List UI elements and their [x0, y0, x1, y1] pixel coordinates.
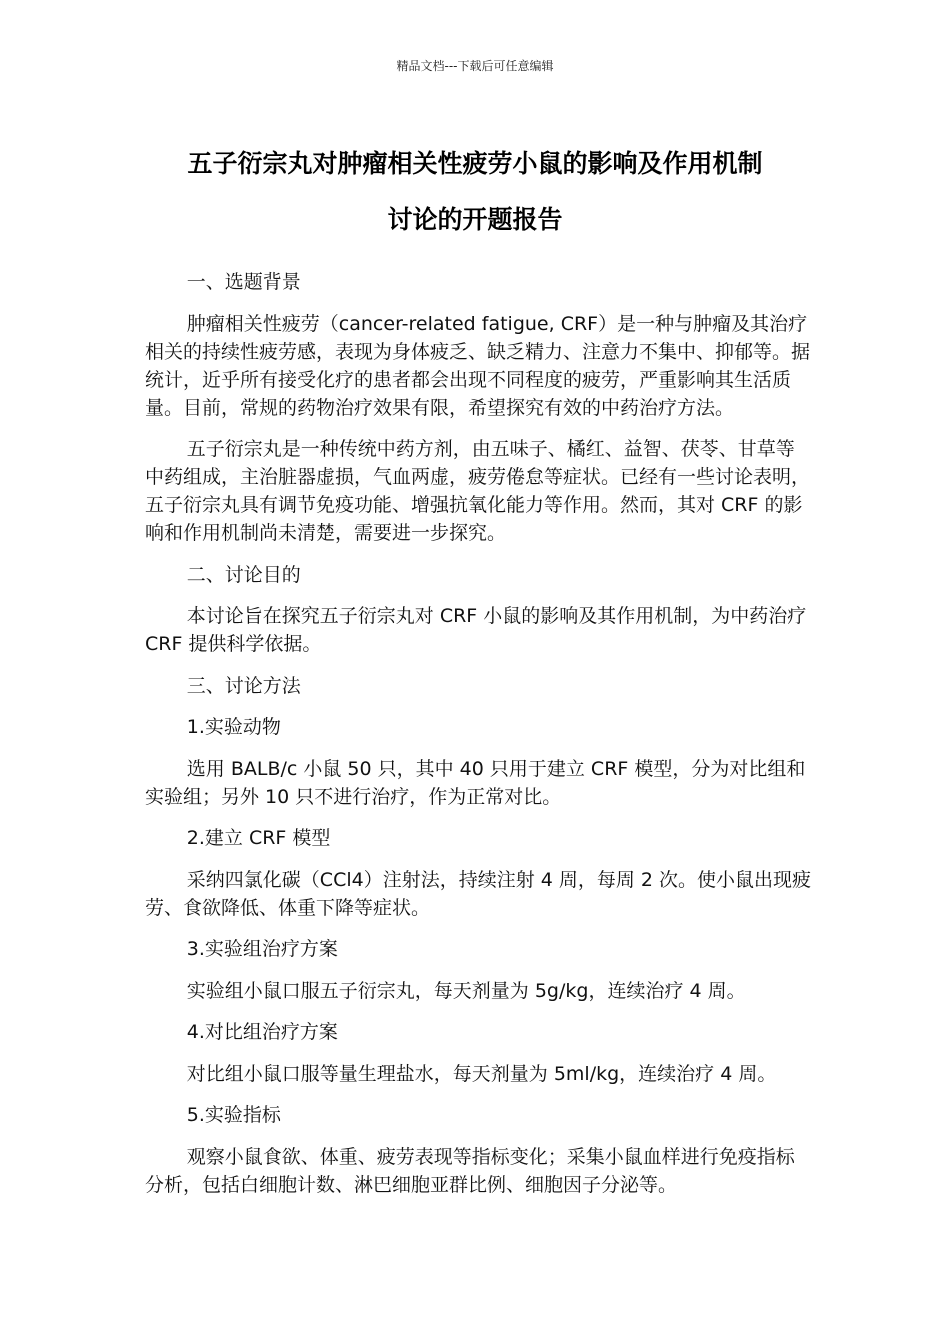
- document-body: [145, 268, 813, 1212]
- subheading-control-plan: 4.对比组治疗方案: [186, 1021, 338, 1043]
- paragraph-experiment-plan: 实验组小鼠口服五子衍宗丸，每天剂量为 5g/kg，连续治疗 4 周。: [186, 979, 746, 1002]
- paragraph-crf-definition: 肿瘤相关性疲劳（cancer-related fatigue, CRF）是一种与肿瘤及其治疗相关的持续性疲劳感，表现为身体疲乏、缺乏精力、注意力不集中、抑郁等。据统计，近乎所有接受化疗的患者都会出现不同程度的疲劳，严重影响其生活质量。目前，常规的药物治疗效果有限，希望探究有效的中药治疗方法。: [145, 312, 811, 419]
- subheading-animals: 1.实验动物: [186, 716, 281, 738]
- section-heading-background: 一、选题背景: [186, 271, 301, 293]
- paragraph-purpose: 本讨论旨在探究五子衍宗丸对 CRF 小鼠的影响及其作用机制，为中药治疗 CRF 提供科学依据。: [145, 605, 807, 655]
- paragraph-control-plan: 对比组小鼠口服等量生理盐水，每天剂量为 5ml/kg，连续治疗 4 周。: [186, 1062, 777, 1085]
- subheading-model: 2.建立 CRF 模型: [186, 827, 331, 849]
- paragraph-model: 采纳四氯化碳（CCl4）注射法，持续注射 4 周，每周 2 次。使小鼠出现疲劳、食欲降低、体重下降等症状。: [145, 868, 812, 919]
- paragraph-animals: 选用 BALB/c 小鼠 50 只，其中 40 只用于建立 CRF 模型，分为对比组和实验组；另外 10 只不进行治疗，作为正常对比。: [145, 757, 806, 808]
- subheading-experiment-plan: 3.实验组治疗方案: [186, 938, 338, 960]
- paragraph-wuzi-intro: 五子衍宗丸是一种传统中药方剂，由五味子、橘红、益智、茯苓、甘草等中药组成，主治脏器虚损，气血两虚，疲劳倦怠等症状。已经有一些讨论表明，五子衍宗丸具有调节免疫功能、增强抗氧化能力等作用。然而，其对 CRF 的影响和作用机制尚未清楚，需要进一步探究。: [145, 438, 811, 544]
- title-line-2: 讨论的开题报告: [387, 205, 563, 234]
- section-heading-methods: 三、讨论方法: [186, 674, 301, 697]
- subheading-indicators: 5.实验指标: [186, 1104, 281, 1126]
- title-line-1: 五子衍宗丸对肿瘤相关性疲劳小鼠的影响及作用机制: [187, 149, 763, 178]
- section-heading-purpose: 二、讨论目的: [186, 563, 301, 586]
- paragraph-indicators: 观察小鼠食欲、体重、疲劳表现等指标变化；采集小鼠血样进行免疫指标分析，包括白细胞计数、淋巴细胞亚群比例、细胞因子分泌等。: [145, 1145, 795, 1196]
- document-title: [120, 136, 830, 248]
- page-header: 精品文档---下载后可任意编辑: [396, 59, 554, 73]
